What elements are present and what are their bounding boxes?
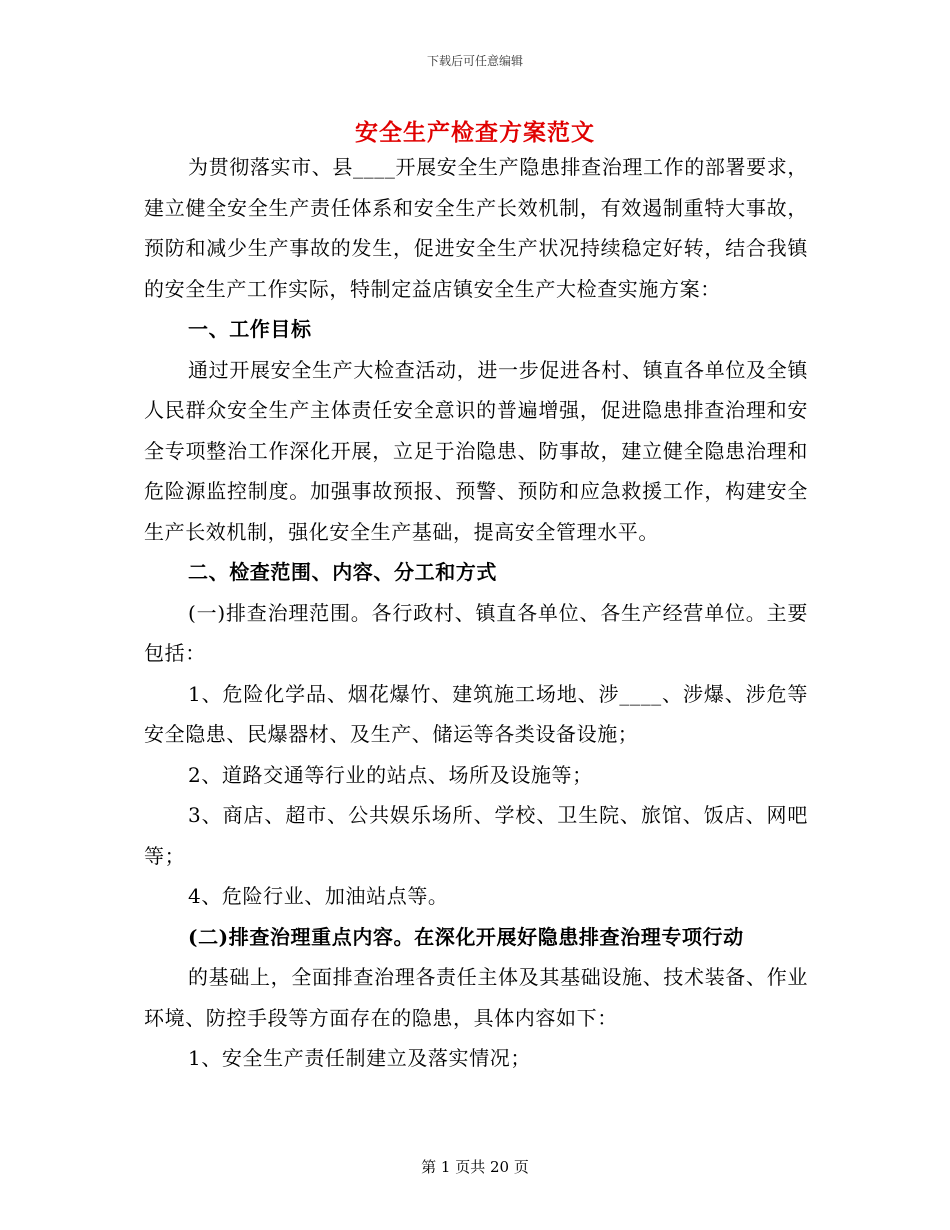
document-title: 安全生产检查方案范文: [355, 119, 595, 146]
page-footer: 第 1 页共 20 页: [421, 1158, 529, 1176]
intro-paragraph: 为贯彻落实市、县____开展安全生产隐患排查治理工作的部署要求，建立健全安全生产责任体系和安全生产长效机制，有效遏制重特大事故，预防和减少生产事故的发生，促进安全生产状况持续稳定好转，结合我镇的安全生产工作实际，特制定益店镇安全生产大检查实施方案：: [144, 155, 808, 301]
header-note: 下载后可任意编辑: [426, 54, 523, 68]
goal-paragraph: 通过开展安全生产大检查活动，进一步促进各村、镇直各单位及全镇人民群众安全生产主体责任安全意识的普遍增强，促进隐患排查治理和安全专项整治工作深化开展，立足于治隐患、防事故，建立健全隐患治理和危险源监控制度。加强事故预报、预警、预防和应急救援工作，构建安全生产长效机制，强化安全生产基础，提高安全管理水平。: [144, 357, 808, 544]
section-heading-1: 一、工作目标: [188, 317, 312, 341]
list-item: 1、危险化学品、烟花爆竹、建筑施工场地、涉____、涉爆、涉危等安全隐患、民爆器材、及生产、储运等各类设备设施；: [144, 681, 808, 746]
list-item: 4、危险行业、加油站点等。: [188, 884, 449, 908]
subsection-heading: (二)排查治理重点内容。在深化开展好隐患排查治理专项行动: [188, 924, 744, 949]
document-body: [144, 147, 808, 1079]
scope-paragraph: (一)排查治理范围。各行政村、镇直各单位、各生产经营单位。主要包括：: [144, 600, 808, 665]
section-heading-2: 二、检查范围、内容、分工和方式: [188, 560, 497, 584]
content-paragraph: 的基础上，全面排查治理各责任主体及其基础设施、技术装备、作业环境、防控手段等方面存在的隐患，具体内容如下：: [144, 965, 808, 1030]
list-item: 3、商店、超市、公共娱乐场所、学校、卫生院、旅馆、饭店、网吧等；: [144, 803, 808, 868]
list-item: 1、安全生产责任制建立及落实情况；: [188, 1046, 531, 1070]
list-item: 2、道路交通等行业的站点、场所及设施等；: [188, 762, 593, 787]
